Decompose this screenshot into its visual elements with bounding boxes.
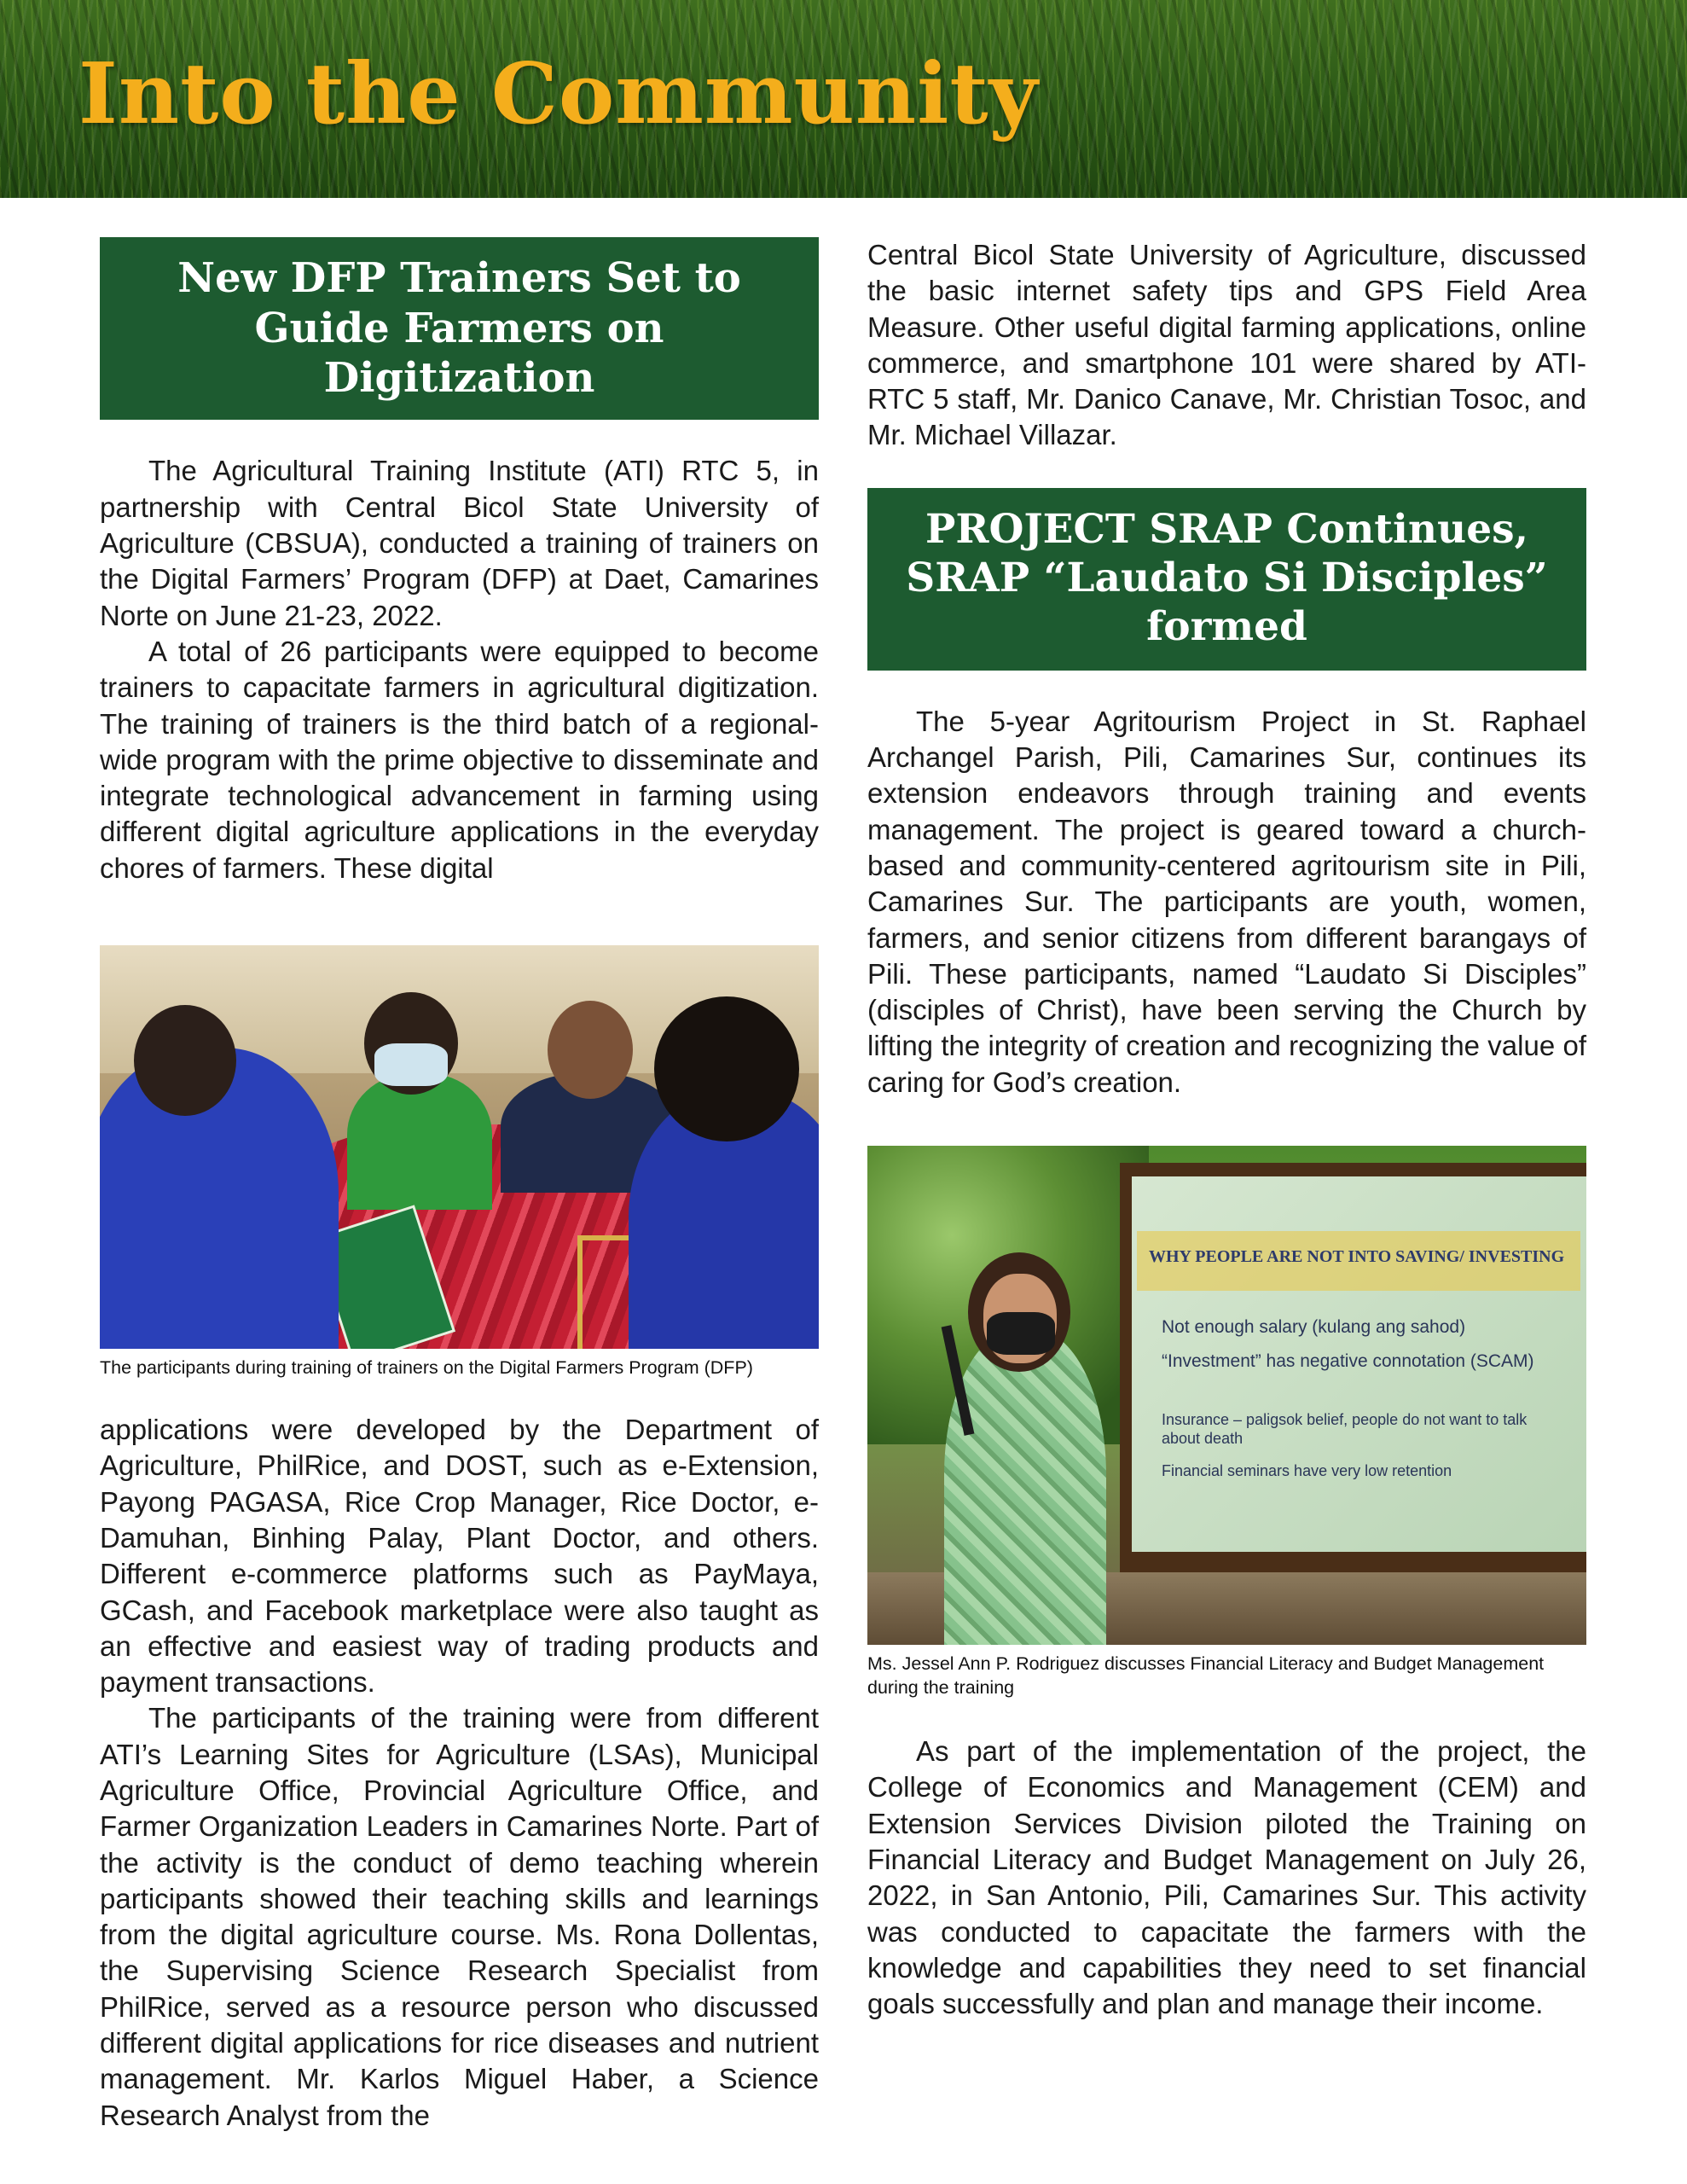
article-paragraph: As part of the implementation of the project, the College of Economics and Management (CEM) and Extension Services Division piloted the Training on Financial Literacy and Budget Management on July 26, 2022, in San Antonio, Pili, Camarines Sur. This activity was conducted to capacitate the farmers with the knowledge and capabilities they need to set financial goals successfully and plan and manage their income.: [867, 1735, 1586, 2020]
article-dfp-trainers: [100, 230, 819, 2134]
article-srap: [867, 237, 1586, 2022]
presentation-photo: [867, 1146, 1586, 1645]
slide-title: WHY PEOPLE ARE NOT INTO SAVING/ INVESTING: [1149, 1247, 1565, 1267]
slide-bullet: Insurance – paligsok belief, people do not want to talk about death: [1162, 1411, 1528, 1448]
article-paragraph: The participants of the training were from different ATI’s Learning Sites for Agriculture (LSAs), Municipal Agriculture Office, Provincial Agriculture Office, and Farmer Organization Leaders in Camarines Norte. Part of the activity is the conduct of demo teaching wherein participants showed their teaching skills and learnings from the digital agriculture course. Ms. Rona Dollentas, the Supervising Science Research Specialist from PhilRice, served as a resource person who discussed different digital applications for rice diseases and nutrient management. Mr. Karlos Miguel Haber, a Science Research Analyst from the: [100, 1702, 819, 2131]
training-photo: [100, 945, 819, 1349]
photo-caption: The participants during training of trainers on the Digital Farmers Program (DFP): [100, 1357, 753, 1379]
section-banner: [0, 0, 1687, 198]
photo-caption: Ms. Jessel Ann P. Rodriguez discusses Financial Literacy and Budget Management during the training: [867, 1653, 1545, 1699]
slide-bullet: “Investment” has negative connotation (SCAM): [1162, 1351, 1534, 1372]
article-paragraph: The 5-year Agritourism Project in St. Raphael Archangel Parish, Pili, Camarines Sur, continues its extension endeavors through training and events management. The project is geared toward a church-based and community-centered agritourism site in Pili, Camarines Sur. The participants are youth, women, farmers, and senior citizens from different barangays of Pili. These participants, named “Laudato Si Disciples” (disciples of Christ), have been serving the Church by lifting the integrity of creation and recognizing the value of caring for God’s creation.: [867, 705, 1586, 1098]
article-paragraph-continued: Central Bicol State University of Agriculture, discussed the basic internet safety tips and GPS Field Area Measure. Other useful digital farming applications, online commerce, and smartphone 101 were shared by ATI-RTC 5 staff, Mr. Danico Canave, Mr. Christian Tosoc, and Mr. Michael Villazar.: [867, 239, 1586, 451]
article-paragraph: A total of 26 participants were equipped to become trainers to capacitate farmers in agricultural digitization. The training of trainers is the third batch of a regional-wide program with the prime objective to disseminate and integrate technological advancement in farming using different digital agriculture applications in the everyday chores of farmers. These digital: [100, 635, 819, 884]
slide-bullet: Financial seminars have very low retention: [1162, 1462, 1452, 1480]
article-heading: New DFP Trainers Set to Guide Farmers on Digitization: [100, 237, 819, 420]
article-heading: PROJECT SRAP Continues, SRAP “Laudato Si Disciples” formed: [867, 488, 1586, 671]
article-paragraph: The Agricultural Training Institute (ATI) RTC 5, in partnership with Central Bicol State University of Agriculture (CBSUA), conducted a training of trainers on the Digital Farmers’ Program (DFP) at Daet, Camarines Norte on June 21-23, 2022.: [100, 455, 819, 631]
section-title: Into the Community: [78, 45, 1039, 143]
article-paragraph: applications were developed by the Department of Agriculture, PhilRice, and DOST, such as e-Extension, Payong PAGASA, Rice Crop Manager, Rice Doctor, e-Damuhan, Binhing Palay, Plant Doctor, and others. Different e-commerce platforms such as PayMaya, GCash, and Facebook marketplace were also taught as an effective and easiest way of trading products and payment transactions.: [100, 1414, 819, 1699]
slide-bullet: Not enough salary (kulang ang sahod): [1162, 1317, 1466, 1338]
